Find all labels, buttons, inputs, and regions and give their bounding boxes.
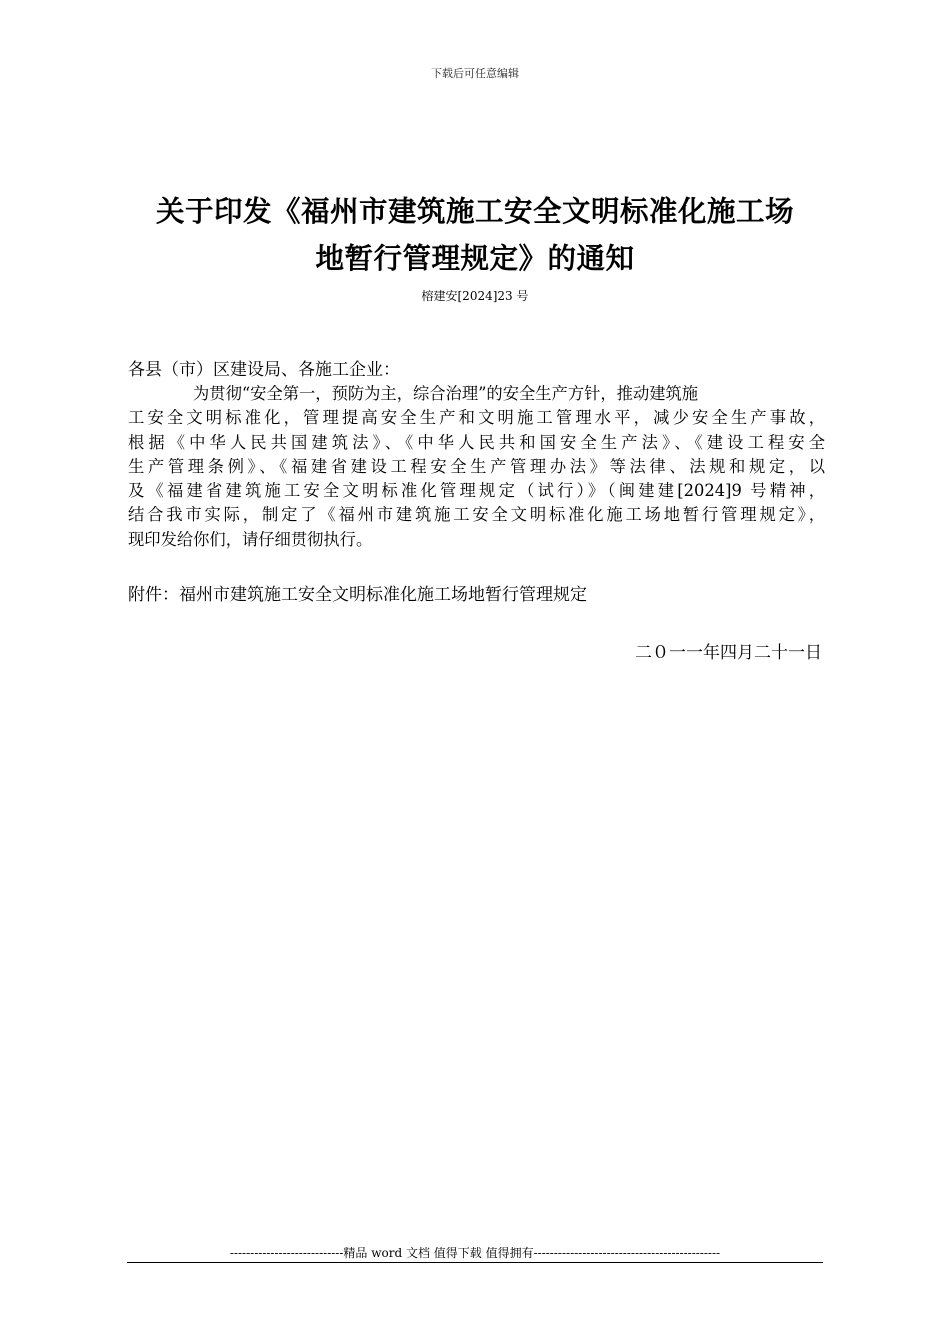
body-line: 工安全文明标准化，管理提高安全生产和文明施工管理水平，减少安全生产事故， (128, 408, 825, 428)
document-number: 榕建安[2024]23 号 (421, 289, 529, 303)
body-line: 生产管理条例》、《福建省建设工程安全生产管理办法》等法律、法规和规定，以 (128, 456, 825, 476)
body-line: 为贯彻“安全第一，预防为主，综合治理”的安全生产方针，推动建筑施 (193, 384, 699, 403)
body-line: 根据《中华人民共国建筑法》、《中华人民共和国安全生产法》、《建设工程安全 (128, 432, 825, 452)
document-date: 二０一一年四月二十一日 (635, 643, 822, 663)
title-line-2: 地暂行管理规定》的通知 (315, 242, 635, 275)
header-note: 下载后可任意编辑 (431, 67, 519, 80)
body-paragraph (128, 382, 825, 552)
attachment-line: 附件：福州市建筑施工安全文明标准化施工场地暂行管理规定 (128, 585, 587, 605)
title-line-1: 关于印发《福州市建筑施工安全文明标准化施工场 (155, 195, 794, 228)
document-title (100, 188, 850, 282)
salutation: 各县（市）区建设局、各施工企业： (128, 360, 400, 380)
body-line: 结合我市实际，制定了《福州市建筑施工安全文明标准化施工场地暂行管理规定》， (128, 505, 825, 525)
body-line: 现印发给你们，请仔细贯彻执行。 (128, 529, 373, 549)
body-line: 及《福建省建筑施工安全文明标准化管理规定（试行）》（闽建建[2024]9 号精神， (128, 481, 825, 501)
footer-divider (127, 1262, 823, 1263)
footer-text: ----------------------------精品 word 文档 值得下载 值得拥有---------------------------------------------- (229, 1246, 721, 1260)
